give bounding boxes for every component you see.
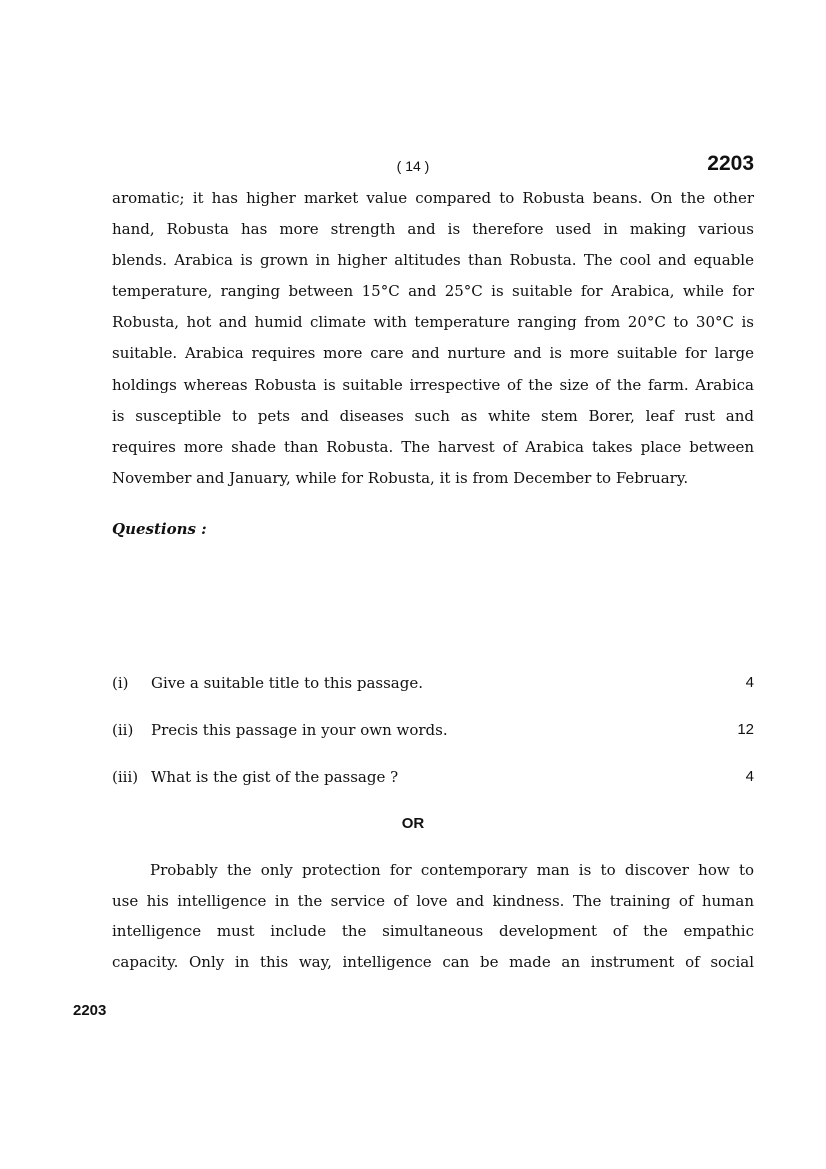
passage-line: November and January, while for Robusta, it is from December to February. [112, 468, 689, 487]
question-number: (iii) [112, 768, 139, 786]
passage-line: temperature, ranging between 15°C and 25°C is suitable for Arabica, while for [112, 282, 754, 301]
passage-line: intelligence must include the simultaneous development of the empathic [112, 922, 754, 940]
passage-line: is susceptible to pets and diseases such as white stem Borer, leaf rust and [112, 406, 754, 425]
question-marks: 4 [745, 674, 754, 691]
question-text: Give a suitable title to this passage. [151, 674, 423, 692]
question-marks: 12 [737, 721, 754, 738]
question-text: Precis this passage in your own words. [151, 721, 448, 739]
question-number: (ii) [112, 721, 134, 739]
questions-heading: Questions : [112, 520, 207, 538]
paper-code-footer: 2203 [73, 1002, 107, 1019]
passage-line: blends. Arabica is grown in higher altitudes than Robusta. The cool and equable [112, 251, 754, 270]
page-number: ( 14 ) [396, 158, 430, 174]
or-separator: OR [401, 815, 425, 832]
passage-line: holdings whereas Robusta is suitable irrespective of the size of the farm. Arabica [112, 375, 754, 394]
passage-line: Probably the only protection for contemporary man is to discover how to [150, 861, 754, 879]
passage-line: aromatic; it has higher market value compared to Robusta beans. On the other [112, 189, 754, 207]
passage-text [112, 183, 754, 494]
question-number: (i) [112, 674, 129, 692]
passage-line: suitable. Arabica requires more care and nurture and is more suitable for large [112, 344, 754, 363]
passage-line: Robusta, hot and humid climate with temperature ranging from 20°C to 30°C is [112, 313, 754, 332]
question-text: What is the gist of the passage ? [151, 768, 399, 786]
passage-line: use his intelligence in the service of love and kindness. The training of human [112, 891, 754, 910]
passage-line: hand, Robusta has more strength and is therefore used in making various [112, 220, 754, 239]
second-passage-text [112, 855, 754, 977]
passage-line: capacity. Only in this way, intelligence can be made an instrument of social [112, 952, 754, 971]
paper-code-header: 2203 [707, 152, 754, 175]
question-marks: 4 [745, 768, 754, 785]
passage-line: requires more shade than Robusta. The harvest of Arabica takes place between [112, 437, 754, 456]
